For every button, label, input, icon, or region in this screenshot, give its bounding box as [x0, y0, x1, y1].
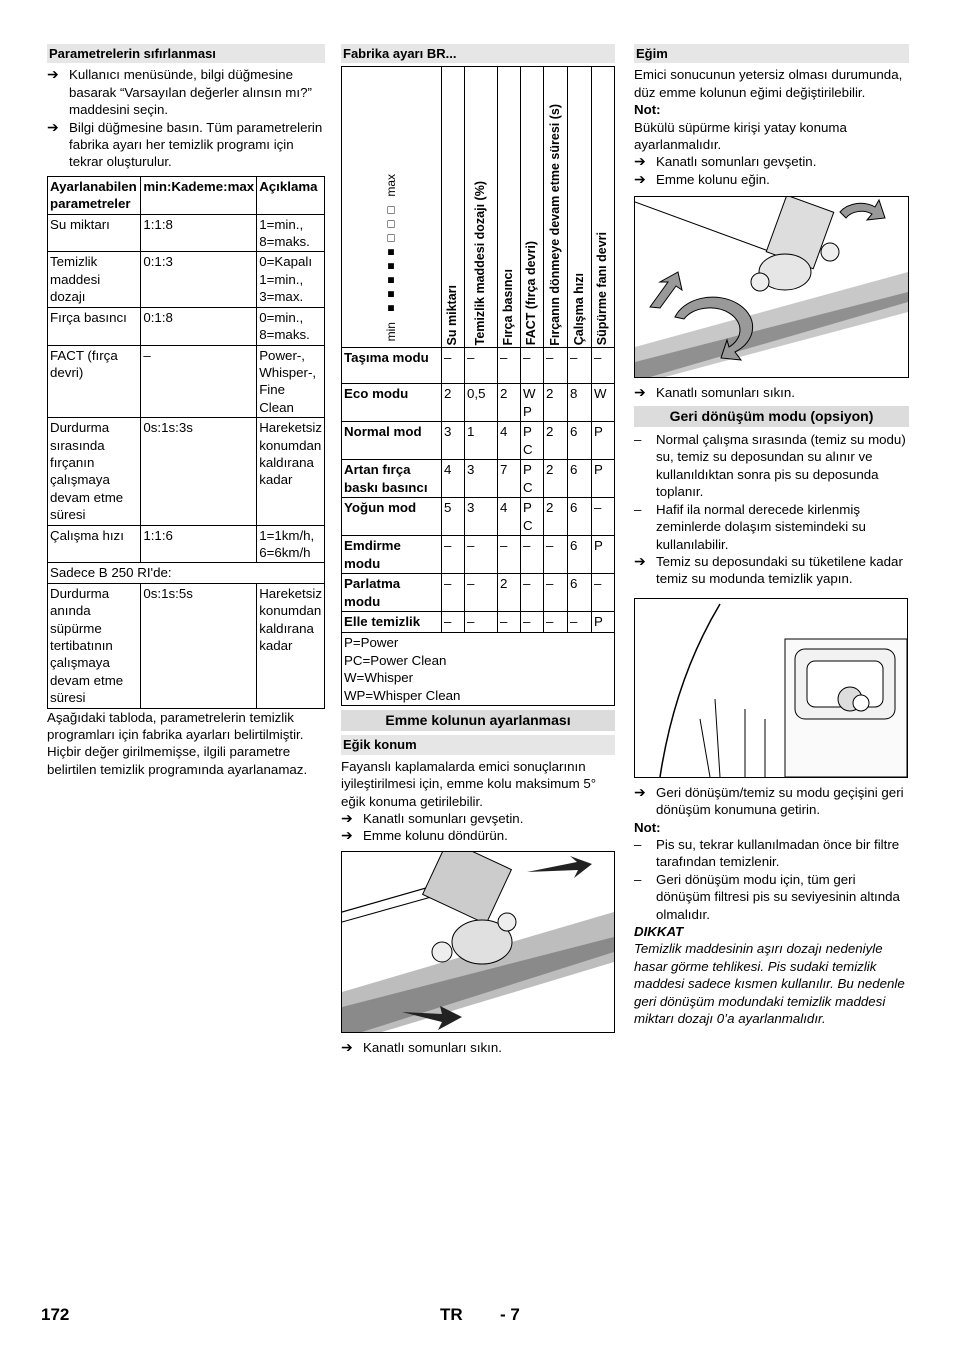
table-cell: – [568, 348, 592, 384]
table-cell: 5 [442, 498, 465, 536]
table-row [48, 583, 325, 708]
language-code: TR [440, 1305, 463, 1324]
sub-heading: Eğik konum [341, 735, 615, 754]
table-cell: 4 [442, 460, 465, 498]
note-label: Not: [634, 102, 661, 118]
row-label: Normal mod [342, 422, 442, 460]
dash-item [634, 871, 909, 923]
table-cell: – [544, 348, 568, 384]
row-label: Emdirme modu [342, 536, 442, 574]
table-header: min:Kademe:max [141, 176, 257, 214]
step-item [47, 119, 325, 171]
table-cell: FACT (fırça devri) [48, 345, 141, 418]
section-title: Emme kolunun ayarlanması [341, 710, 615, 731]
table-cell: 4 [498, 422, 521, 460]
table-cell: 3 [442, 422, 465, 460]
table-header: Çalışma hızı [568, 67, 592, 348]
legend-item: P=Power [344, 635, 399, 651]
dash-item [634, 431, 909, 501]
table-cell: – [592, 574, 615, 612]
table-cell: 2 [544, 384, 568, 422]
table-cell: 8 [568, 384, 592, 422]
table-row [48, 525, 325, 563]
table-header: Fırça basıncı [498, 67, 521, 348]
table-cell: P [592, 460, 615, 498]
step-item [634, 553, 909, 588]
table-header: Fırçanın dönmeye devam etme süresi (s) [544, 67, 568, 348]
body-paragraph: Fayanslı kaplamalarda emici sonuçlarının iyileştirilmesi için, emme kolu maksimum 5° eğik konuma getirilebilir. [341, 758, 597, 809]
column-2 [341, 44, 615, 1056]
table-cell: P [592, 422, 615, 460]
table-cell: Hareketsiz konumdan kaldırana kadar [257, 583, 325, 708]
table-cell: Hareketsiz konumdan kaldırana kadar [257, 418, 325, 525]
table-cell: Durdurma anında süpürme tertibatının çalışmaya devam etme süresi [48, 583, 141, 708]
scale-cell [342, 67, 442, 348]
table-cell: 1=min., 8=maks. [257, 214, 325, 252]
legend-cell [342, 633, 615, 706]
table-row [342, 574, 615, 612]
table-cell: 6 [568, 422, 592, 460]
table-cell: 0s:1s:3s [141, 418, 257, 525]
table-header: Süpürme fanı devri [592, 67, 615, 348]
table-row [342, 612, 615, 633]
step-text: Kullanıcı menüsünde, bilgi düğmesine basarak “Varsayılan değerler alınsın mı?” maddesini seçin. [69, 67, 312, 118]
table-row [342, 460, 615, 498]
row-label: Taşıma modu [342, 348, 442, 384]
table-cell: – [544, 536, 568, 574]
arrow-icon: ➔ [634, 783, 646, 800]
arrow-icon: ➔ [341, 1038, 353, 1055]
table-cell: W P [521, 384, 544, 422]
table-cell: – [521, 536, 544, 574]
table-cell: P C [521, 498, 544, 536]
step-text: Bilgi düğmesine basın. Tüm parametrelerin fabrika ayarı her temizlik programı için tekrar oluşturulur. [69, 119, 323, 170]
section-heading: Parametrelerin sıfırlanması [47, 44, 325, 63]
table-cell: – [465, 612, 498, 633]
table-row [48, 214, 325, 252]
step-item [634, 784, 909, 819]
table-cell: 1 [465, 422, 498, 460]
table-cell: – [442, 536, 465, 574]
table-cell: 2 [544, 460, 568, 498]
table-cell: – [521, 612, 544, 633]
step-item [47, 66, 325, 118]
arrow-icon: ➔ [634, 153, 646, 170]
row-label: Artan fırça baskı basıncı [342, 460, 442, 498]
step-text: Kanatlı somunları sıkın. [363, 1039, 502, 1055]
table-cell: P C [521, 422, 544, 460]
table-cell: 1:1:8 [141, 214, 257, 252]
dash-marker: – [634, 836, 642, 852]
scale-min-label: min [383, 322, 398, 342]
step-item [634, 153, 909, 170]
table-cell: – [568, 612, 592, 633]
dash-marker: – [634, 871, 642, 887]
table-cell: – [544, 612, 568, 633]
arrow-icon: ➔ [634, 170, 646, 187]
note-text: Bükülü süpürme kirişi yatay konuma ayarlanmalıdır. [634, 119, 847, 153]
section-heading: Eğim [634, 44, 909, 63]
step-item [341, 827, 615, 844]
table-cell: P [592, 536, 615, 574]
table-cell: P C [521, 460, 544, 498]
dash-text: Normal çalışma sırasında (temiz su modu) su, temiz su deposundan su alınır ve kullanıldıktan sonra pis su deposunda toplanır. [656, 432, 906, 500]
table-row [48, 307, 325, 345]
table-cell: 6 [568, 574, 592, 612]
section-title: Geri dönüşüm modu (opsiyon) [634, 406, 909, 427]
table-cell: 0=min., 8=maks. [257, 307, 325, 345]
table-cell: 4 [498, 498, 521, 536]
table-cell: 0s:1s:5s [141, 583, 257, 708]
table-row [342, 384, 615, 422]
dash-marker: – [634, 501, 642, 517]
table-header: Su miktarı [442, 67, 465, 348]
table-cell: 6 [568, 460, 592, 498]
arrow-icon: ➔ [634, 552, 646, 569]
table-cell: Çalışma hızı [48, 525, 141, 563]
caution-text: Temizlik maddesinin aşırı dozajı nedeniyle hasar görme tehlikesi. Pis sudaki temizlik maddesi sadece kısmen kullanılır. Bu nedenle geri dönüşüm modundaki temizlik maddesi miktarı dozajı 0’a ayarlanmalıdır. [634, 941, 905, 1026]
dash-item [634, 501, 909, 553]
table-cell: Durdurma sırasında fırçanın çalışmaya devam etme süresi [48, 418, 141, 525]
sub-page-number: - 7 [500, 1305, 520, 1324]
table-cell: Power-, Whisper-, Fine Clean [257, 345, 325, 418]
squeegee-rotation-illustration [341, 851, 615, 1033]
table-cell: – [544, 574, 568, 612]
recycling-switch-illustration [634, 598, 908, 778]
column-3 [634, 44, 909, 1027]
factory-settings-table [341, 66, 615, 706]
table-cell: – [465, 536, 498, 574]
dash-text: Hafif ila normal derecede kirlenmiş zeminlerde dolaşım sistemindeki su kullanılabilir. [656, 501, 866, 552]
parameter-table [47, 176, 325, 709]
row-label: Parlatma modu [342, 574, 442, 612]
table-cell: 0=Kapalı 1=min., 3=max. [257, 252, 325, 307]
arrow-icon: ➔ [634, 384, 646, 401]
table-row [342, 422, 615, 460]
step-item [341, 810, 615, 827]
table-cell: – [498, 536, 521, 574]
column-1 [47, 44, 325, 778]
table-row [48, 563, 325, 583]
level-scale-squares: ■■■■■□□□ [383, 200, 398, 319]
table-header: Temizlik maddesi dozajı (%) [465, 67, 498, 348]
table-cell: – [521, 574, 544, 612]
table-cell: 0,5 [465, 384, 498, 422]
table-cell: – [442, 574, 465, 612]
table-cell: 3 [465, 498, 498, 536]
factory-rows [342, 348, 615, 633]
step-item [634, 384, 909, 401]
legend-item: PC=Power Clean [344, 652, 447, 668]
body-paragraph: Emici sonucunun yetersiz olması durumunda, düz emme kolunun eğimi değiştirilebilir. [634, 67, 903, 100]
table-header: FACT (fırça devri) [521, 67, 544, 348]
table-cell: 2 [544, 422, 568, 460]
caution-label: DIKKAT [634, 923, 684, 939]
table-cell: 1:1:6 [141, 525, 257, 563]
step-text: Kanatlı somunları gevşetin. [363, 811, 524, 827]
table-header: Ayarlanabilen parametreler [48, 176, 141, 214]
table-cell: 7 [498, 460, 521, 498]
squeegee-tilt-illustration [634, 196, 909, 378]
row-label: Yoğun mod [342, 498, 442, 536]
table-header-row [48, 176, 325, 214]
legend-item: WP=Whisper Clean [344, 687, 461, 703]
table-header: Açıklama [257, 176, 325, 214]
table-cell: 6 [568, 536, 592, 574]
table-cell: 6 [568, 498, 592, 536]
table-cell: 3 [465, 460, 498, 498]
dash-text: Geri dönüşüm modu için, tüm geri dönüşüm filtresi pis su seviyesinin altında olmalıdır. [656, 871, 900, 922]
body-paragraph: Aşağıdaki tabloda, parametrelerin temizlik programları için fabrika ayarları belirtilmiştir. Hiçbir değer girilmemişse, ilgili parametre belirtilen temizlik programında ayarlanamaz. [47, 709, 308, 777]
dash-text: Pis su, tekrar kullanılmadan önce bir filtre tarafından temizlenir. [656, 836, 900, 870]
level-scale [383, 174, 400, 341]
table-row [342, 536, 615, 574]
table-cell: P [592, 612, 615, 633]
legend-row [342, 633, 615, 706]
table-cell: – [465, 348, 498, 384]
table-cell: – [442, 348, 465, 384]
step-item [634, 171, 909, 188]
page-number: 172 [41, 1305, 70, 1324]
legend-item: W=Whisper [344, 670, 414, 686]
table-cell: – [442, 612, 465, 633]
table-row [48, 252, 325, 307]
table-cell: – [498, 612, 521, 633]
table-cell: 0:1:3 [141, 252, 257, 307]
note-label: Not: [634, 819, 661, 835]
table-cell: Fırça basıncı [48, 307, 141, 345]
table-cell: – [521, 348, 544, 384]
row-label: Elle temizlik [342, 612, 442, 633]
table-cell: 1=1km/h, 6=6km/h [257, 525, 325, 563]
scale-max-label: max [383, 174, 398, 197]
step-text: Emme kolunu döndürün. [363, 828, 508, 844]
step-text: Emme kolunu eğin. [656, 171, 770, 187]
arrow-icon: ➔ [47, 118, 59, 135]
arrow-icon: ➔ [341, 810, 353, 827]
table-cell: 2 [442, 384, 465, 422]
table-cell: 2 [544, 498, 568, 536]
table-row [48, 345, 325, 418]
table-cell: 2 [498, 384, 521, 422]
dash-item [634, 836, 909, 871]
row-label: Eco modu [342, 384, 442, 422]
step-text: Kanatlı somunları sıkın. [656, 385, 795, 401]
table-cell: – [465, 574, 498, 612]
step-text: Temiz su deposundaki su tüketilene kadar temiz su modunda temizlik yapın. [656, 553, 903, 587]
step-item [341, 1039, 615, 1056]
step-text: Geri dönüşüm/temiz su modu geçişini geri dönüşüm konumuna getirin. [656, 784, 904, 818]
table-header-row [342, 67, 615, 348]
table-row [342, 348, 615, 384]
table-row [48, 418, 325, 525]
table-cell: – [592, 498, 615, 536]
dash-marker: – [634, 432, 642, 448]
table-cell: 0:1:8 [141, 307, 257, 345]
table-cell: – [141, 345, 257, 418]
section-heading: Fabrika ayarı BR... [341, 44, 615, 63]
step-text: Kanatlı somunları gevşetin. [656, 154, 817, 170]
table-cell: – [592, 348, 615, 384]
arrow-icon: ➔ [341, 827, 353, 844]
table-cell: – [498, 348, 521, 384]
table-cell: Temizlik maddesi dozajı [48, 252, 141, 307]
table-cell: W [592, 384, 615, 422]
table-span-cell: Sadece B 250 RI'de: [48, 563, 325, 583]
table-row [342, 498, 615, 536]
table-cell: 2 [498, 574, 521, 612]
table-cell: Su miktarı [48, 214, 141, 252]
arrow-icon: ➔ [47, 66, 59, 83]
